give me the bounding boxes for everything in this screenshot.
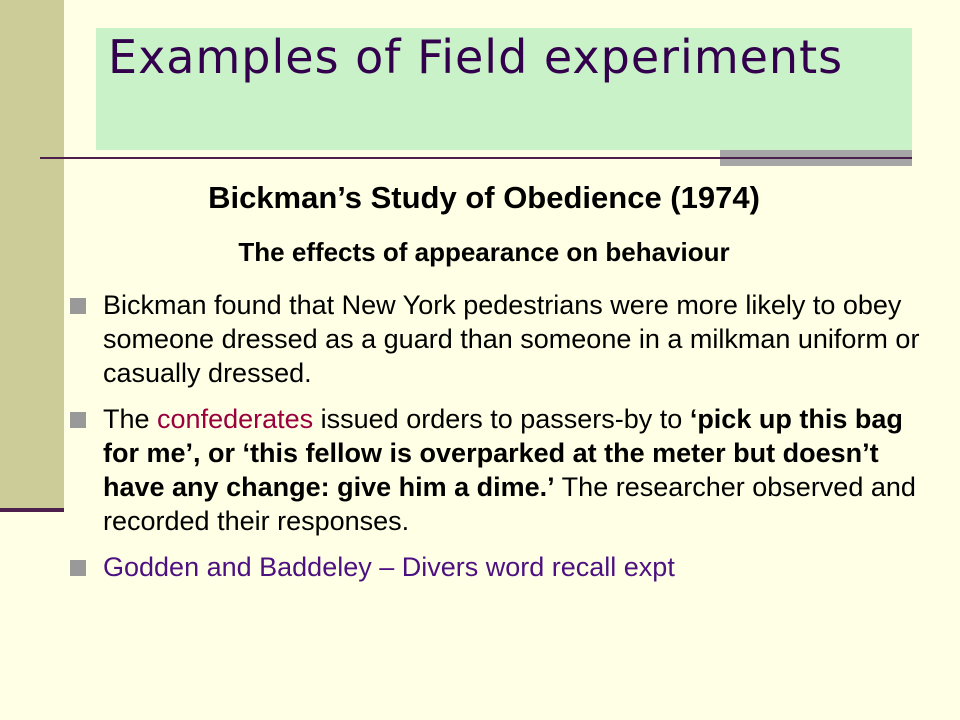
bullet-item — [70, 288, 920, 390]
title-divider — [40, 157, 912, 159]
bullet-text: Godden and Baddeley – Divers word recall expt — [103, 552, 675, 582]
study-title: Bickman’s Study of Obedience (1974) — [208, 180, 760, 215]
left-decorative-band — [0, 0, 64, 510]
slide-title: Examples of Field experiments — [108, 30, 844, 84]
bullet-item — [70, 402, 920, 538]
bullet-list — [70, 288, 920, 596]
square-bullet-icon — [70, 560, 86, 576]
highlighted-term: confederates — [157, 404, 314, 434]
study-subheading: The effects of appearance on behaviour — [238, 237, 730, 267]
square-bullet-icon — [70, 298, 86, 314]
left-band-divider — [0, 508, 64, 512]
bullet-text-middle: issued orders to passers-by to — [313, 404, 690, 434]
bullet-item — [70, 550, 920, 584]
bullet-text: Bickman found that New York pedestrians were more likely to obey someone dressed as a guard than someone in a milkman uniform or casually dressed. — [103, 290, 920, 388]
square-bullet-icon — [70, 412, 86, 428]
bullet-text-suffix: The researcher observed and recorded their responses. — [103, 472, 916, 536]
bullet-quote: ‘pick up this bag for me’, or ‘this fellow is overparked at the meter but doesn’t have any change: give him a dime.’ — [103, 404, 903, 502]
bullet-text-prefix: The — [103, 404, 158, 434]
